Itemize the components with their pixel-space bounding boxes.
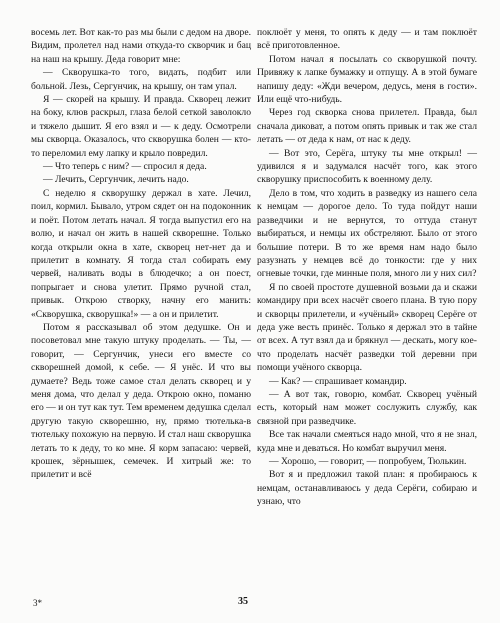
paragraph: Дело в том, что ходить в разведку из нашего села к немцам — дорогое дело. То туда пойдут наши разведчики и не вернутся, то оттуда станут выбираться, и немцы их обстреляют. Было от этого большие потери. В то же время нам надо было разузнать у немцев всё до тонкости: где у них огневые точки, где минные поля, много ли у них сил? — [257, 187, 477, 280]
paragraph: Вот я и предложил такой план: я пробираюсь к немцам, останавливаюсь у деда Серёги, собираю и узнаю, что — [257, 469, 477, 508]
paragraph: — Скворушка-то того, видать, подбит или больной. Лезь, Сергунчик, на крышу, он там упал. — [31, 67, 251, 92]
paragraph: поклюёт у меня, то опять к деду — и там поклюёт всё приготовленное. — [257, 27, 477, 52]
paragraph: Все так начали смеяться надо мной, что я не знал, куда мне и деваться. Но комбат выручил меня. — [257, 429, 477, 454]
paragraph: — Лечить, Сергунчик, лечить надо. — [43, 174, 189, 186]
paragraph: — А вот так, говорю, комбат. Скворец учёный есть, который нам может сослужить службу, как связной при разведчике. — [257, 388, 477, 427]
paragraph: восемь лет. Вот как-то раз мы были с дедом на дворе. Видим, пролетел над нами откуда-то скворчик и бац на наш на крышу. Деда говорит мне: — [31, 27, 251, 65]
page-number: 35 — [238, 596, 248, 607]
paragraph: Я — скорей на крышу. И правда. Скворец лежит на боку, клюв раскрыл, глаза белой сеткой заволокло и тяжело дышит. Я его взял и — к деду. Осмотрели мы скворца. Оказалось, что скворушка болен — кто-то переломил ему лапку и крыло повредил. — [31, 94, 251, 159]
paragraph: — Вот это, Серёга, штуку ты мне открыл! — удивился я и задумался насчёт того, как этого скворушку приспособить к военному делу. — [257, 147, 477, 186]
right-text-column — [257, 26, 477, 509]
paragraph: Потом начал я посылать со скворушкой почту. Привяжу к лапке бумажку и отпущу. А в этой бумаге напишу деду: «Жди вечером, дедусь, меня в гости». Или ещё что-нибудь. — [257, 53, 477, 106]
paragraph: — Хорошо, — говорит, — попробуем, Тюлькин. — [269, 456, 467, 467]
paragraph: — Что теперь с ним? — спросил я деда. — [43, 161, 207, 173]
paragraph: Я по своей простоте душевной возьми да и скажи командиру при всех насчёт своего плана. В тую пору и скворцы прилетели, и «учёный» скворец Серёге от деда уже весть принёс. Только я держал это в тайне от всех. А тут взял да и брякнул — дескать, могу кое-что проделать насчёт разведки той деревни при помощи учёного скворца. — [257, 281, 477, 374]
paragraph: С неделю я скворушку держал в хате. Лечил, поил, кормил. Бывало, утром сядет он на подоконник и поёт. Потом летать начал. Я тогда выпустил его на волю, и начал он жить в нашей скворешне. Только когда открыли окна в хате, скворец нет-нет да и прилетит в комнату. Я тогда стал собирать ему червей, наливать воды в блюдечко; а он поест, попрыгает и снова улетит. Прямо ручной стал, привык. Открою створку, начну его манить: «Скворушка, скворушка!» — а он и прилетит. — [31, 187, 251, 320]
left-text-column — [31, 26, 251, 482]
paragraph: Через год скворка снова прилетел. Правда, был сначала диковат, а потом опять привык и так же стал летать — от деда к нам, от нас к деду. — [257, 107, 477, 146]
paragraph: Потом я рассказывал об этом дедушке. Он и посоветовал мне такую штуку проделать. — Ты, — говорит, — Сергунчик, унеси его вместе со скворешней домой, к себе. — Я унёс. И что вы думаете? Ведь тоже самое стал делать скворец и у меня дома, что делал у деда. Открою окно, поманю его — и он тут как тут. Тем временем дедушка сделал другую такую скворешню, ну, прямо тютелька-в тютельку похожую на первую. И стал наш скворушка летать то к деду, то ко мне. Я корм запасаю: червей, крошек, зёрнышек, семечек. И хитрый же: то прилетит и всё — [31, 321, 251, 481]
paragraph: — Как? — спрашивает командир. — [269, 375, 407, 387]
signature-mark: 3* — [33, 598, 42, 608]
